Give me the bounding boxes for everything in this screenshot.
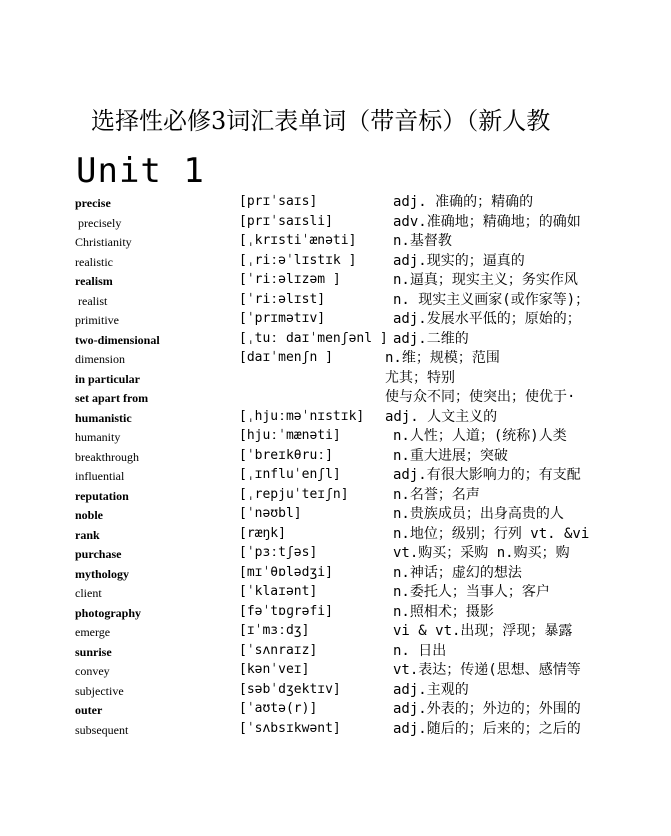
vocab-meaning: adj.发展水平低的；原始的；	[393, 311, 581, 327]
vocab-row	[0, 583, 671, 603]
vocab-word: emerge	[75, 625, 111, 639]
vocab-row	[0, 330, 671, 350]
vocab-word: mythology	[75, 566, 129, 581]
vocab-meaning: n. 现实主义画家(或作家等)；	[393, 291, 590, 308]
vocab-meaning: 使与众不同；使突出；使优于·	[385, 389, 576, 405]
vocab-row	[0, 622, 671, 642]
vocab-word: outer	[75, 703, 103, 717]
vocab-phonetic: [ræŋk]	[239, 525, 286, 541]
vocab-meaning: n.逼真；现实主义；务实作风	[393, 272, 578, 288]
vocab-row	[0, 525, 671, 545]
vocab-word: primitive	[75, 313, 119, 327]
vocab-meaning: n.贵族成员；出身高贵的人	[393, 506, 564, 522]
vocab-phonetic: [mɪˈθɒlədʒi]	[239, 564, 333, 580]
vocab-word: two-dimensional	[75, 332, 160, 347]
vocab-row	[0, 603, 671, 623]
vocab-meaning: adj. 准确的；精确的	[393, 194, 534, 210]
vocab-phonetic: [ˈriːəlɪst]	[239, 291, 326, 307]
vocab-phonetic: [səbˈdʒektɪv]	[239, 681, 341, 697]
document-title: 选择性必修3词汇表单词（带音标）（新人教	[91, 107, 551, 135]
vocab-phonetic: [ˈaʊtə(r)]	[239, 701, 318, 716]
vocab-meaning: vt.表达；传递(思想、感情等	[393, 662, 581, 678]
vocab-row	[0, 388, 671, 408]
vocab-word: humanistic	[75, 410, 132, 425]
vocab-meaning: n.基督教	[393, 233, 452, 249]
vocab-phonetic: [prɪˈsaɪsli]	[239, 213, 333, 229]
vocab-phonetic: [ˈprɪmətɪv]	[239, 311, 326, 326]
vocab-row	[0, 447, 671, 467]
vocab-phonetic: [hjuːˈmænəti]	[239, 428, 341, 443]
vocab-meaning: n.地位；级别；行列 vt. &vi	[393, 525, 590, 542]
vocab-row	[0, 544, 671, 564]
vocab-phonetic: [ɪˈmɜːdʒ]	[239, 623, 310, 638]
vocab-word: subjective	[75, 683, 124, 698]
vocab-meaning: vt.购买；采购 n.购买；购	[393, 545, 570, 561]
vocab-word: in particular	[75, 371, 140, 386]
vocab-phonetic: [ˌɪnfluˈenʃl]	[239, 467, 341, 482]
vocab-row	[0, 681, 671, 701]
vocab-word: noble	[75, 508, 104, 522]
vocab-word: humanity	[75, 430, 121, 444]
vocab-meaning: n.重大进展；突破	[393, 447, 508, 464]
vocab-phonetic: [ˈklaɪənt]	[239, 584, 318, 599]
vocabulary-list	[0, 193, 671, 739]
vocab-row	[0, 291, 671, 311]
vocab-phonetic: [ˈsʌnraɪz]	[239, 642, 318, 658]
vocab-phonetic: [daɪˈmenʃn ]	[239, 350, 333, 365]
vocab-row	[0, 232, 671, 252]
vocab-row	[0, 193, 671, 213]
vocab-meaning: 尤其；特别	[385, 369, 455, 386]
vocab-row	[0, 564, 671, 584]
vocab-meaning: vi & vt.出现；浮现；暴露	[393, 623, 573, 639]
vocab-word: purchase	[75, 547, 122, 561]
vocab-row	[0, 661, 671, 681]
vocab-meaning: adj.外表的；外边的；外围的	[393, 701, 581, 717]
unit-heading: Unit 1	[76, 151, 205, 191]
vocab-word: dimension	[75, 352, 125, 366]
vocab-phonetic: [ˈriːəlɪzəm ]	[239, 272, 341, 287]
vocab-meaning: adj.主观的	[393, 681, 469, 698]
vocab-word: realist	[78, 293, 108, 308]
vocab-phonetic: [prɪˈsaɪs]	[239, 194, 318, 209]
vocab-phonetic: [ˌhjuːməˈnɪstɪk]	[239, 408, 365, 424]
vocab-row	[0, 427, 671, 447]
vocab-phonetic: [ˌkrɪstiˈænəti]	[239, 233, 357, 248]
vocab-meaning: adj.有很大影响力的；有支配	[393, 467, 581, 483]
vocab-phonetic: [ˈbreɪkθruː]	[239, 447, 333, 463]
vocab-meaning: adv.准确地；精确地；的确如	[393, 213, 581, 230]
vocab-row	[0, 408, 671, 428]
vocab-row	[0, 505, 671, 525]
vocab-row	[0, 486, 671, 506]
vocab-row	[0, 642, 671, 662]
vocab-phonetic: [ˈnəʊbl]	[239, 506, 302, 521]
vocab-word: photography	[75, 605, 142, 620]
vocab-meaning: n.维；规模；范围	[385, 350, 500, 366]
vocab-word: breakthrough	[75, 449, 139, 464]
vocab-phonetic: [kənˈveɪ]	[239, 662, 310, 677]
vocab-meaning: n.照相术；摄影	[393, 603, 494, 620]
vocab-phonetic: [ˌriːəˈlɪstɪk ]	[239, 252, 357, 268]
vocab-row	[0, 213, 671, 233]
vocab-phonetic: [ˌtuː daɪˈmenʃənl ]	[239, 330, 388, 346]
vocab-word: set apart from	[75, 391, 149, 405]
vocab-word: sunrise	[75, 644, 112, 659]
vocab-row	[0, 252, 671, 272]
vocab-word: Christianity	[75, 235, 132, 249]
vocab-word: rank	[75, 527, 100, 542]
vocab-meaning: n.名誉；名声	[393, 486, 480, 503]
vocab-row	[0, 271, 671, 291]
vocab-word: reputation	[75, 488, 129, 503]
vocab-word: realistic	[75, 254, 113, 269]
vocab-word: subsequent	[75, 722, 129, 737]
vocab-row	[0, 369, 671, 389]
vocab-meaning: adj.现实的；逼真的	[393, 252, 525, 269]
vocab-word: influential	[75, 469, 125, 483]
vocab-meaning: adj. 人文主义的	[385, 408, 498, 425]
vocab-meaning: n.人性；人道；(统称)人类	[393, 428, 567, 444]
vocab-row	[0, 349, 671, 369]
vocab-word: realism	[75, 274, 113, 288]
vocab-meaning: adj.随后的；后来的；之后的	[393, 720, 581, 737]
vocab-phonetic: [ˈpɜːtʃəs]	[239, 545, 318, 560]
vocab-row	[0, 700, 671, 720]
vocab-phonetic: [ˌrepjuˈteɪʃn]	[239, 486, 349, 502]
vocab-phonetic: [fəˈtɒɡrəfi]	[239, 603, 333, 619]
vocab-meaning: n.神话；虚幻的想法	[393, 564, 522, 581]
vocab-word: convey	[75, 664, 110, 678]
vocab-meaning: n. 日出	[393, 642, 447, 659]
vocab-word: client	[75, 586, 102, 600]
vocab-row	[0, 466, 671, 486]
vocab-word: precise	[75, 196, 111, 210]
vocab-row	[0, 310, 671, 330]
vocab-word: precisely	[78, 215, 122, 230]
vocab-row	[0, 720, 671, 740]
vocab-meaning: adj.二维的	[393, 330, 469, 347]
vocab-phonetic: [ˈsʌbsɪkwənt]	[239, 720, 341, 736]
vocab-meaning: n.委托人；当事人；客户	[393, 584, 550, 600]
